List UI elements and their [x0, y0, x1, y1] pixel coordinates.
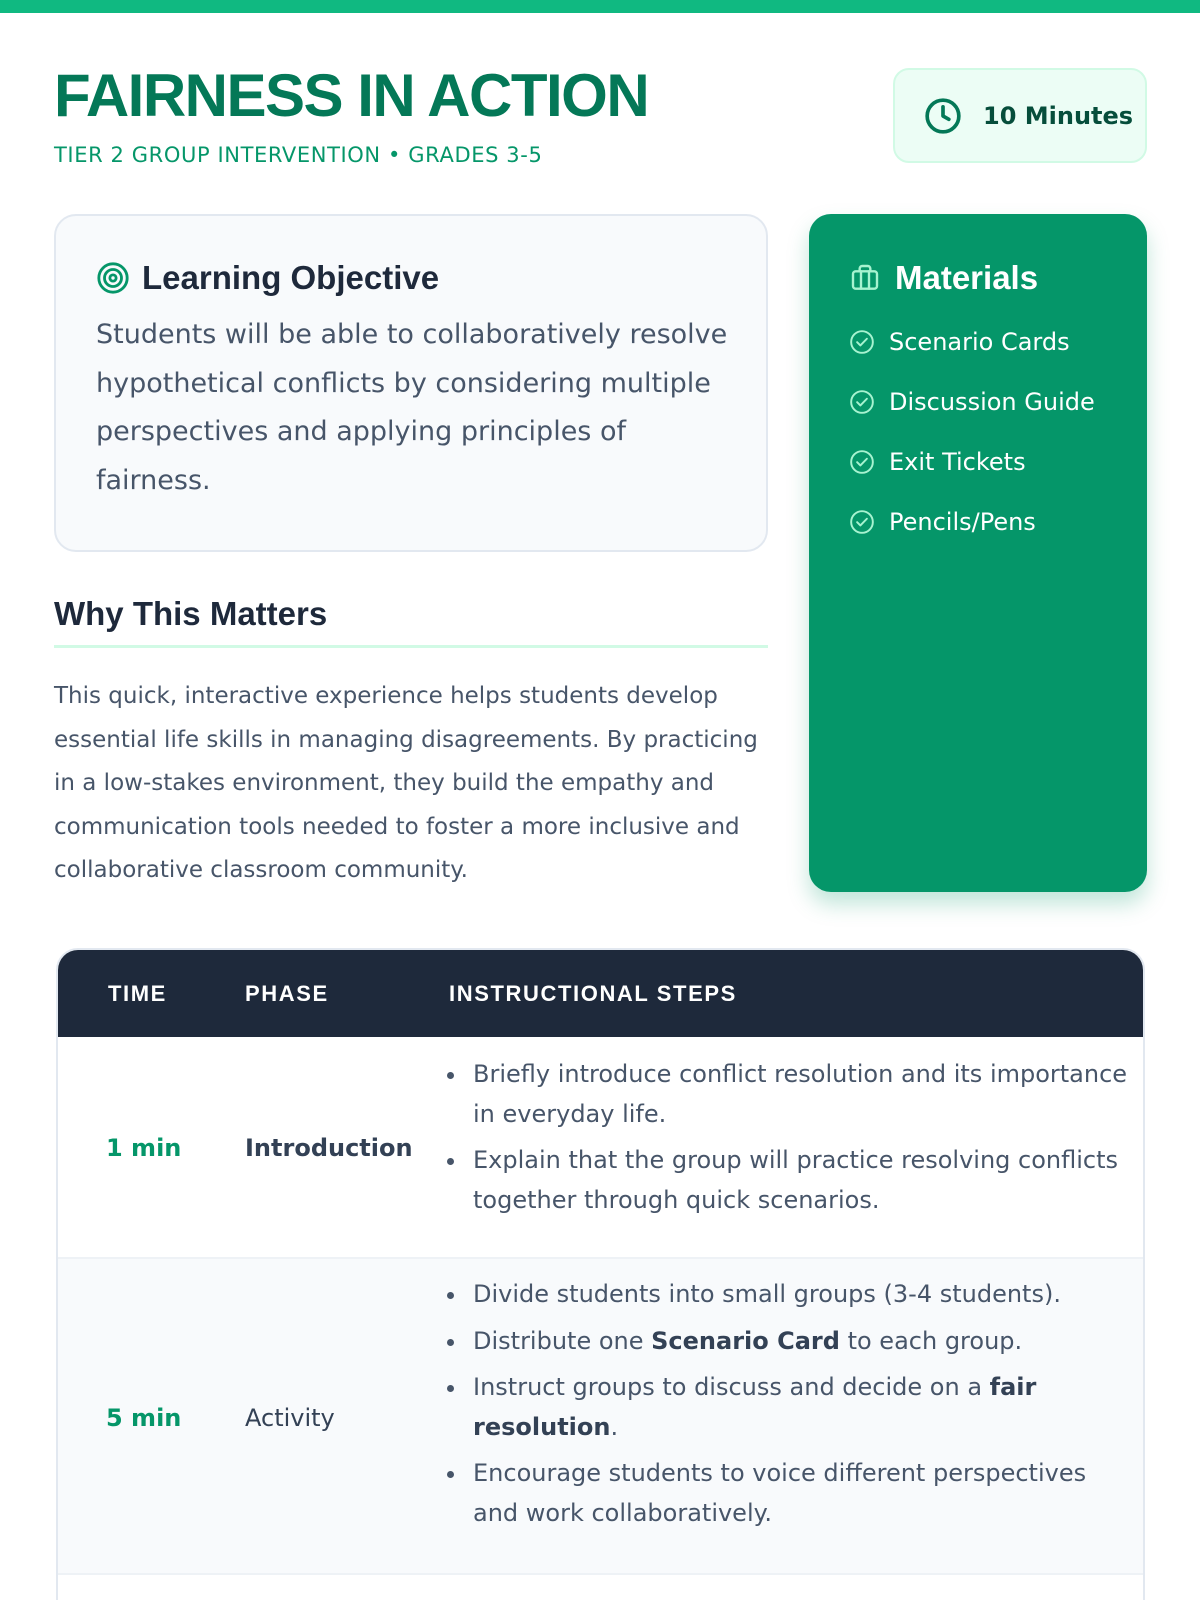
step-text: Divide students into small groups (3-4 students). — [473, 1280, 1061, 1308]
instructional-step — [473, 1454, 1133, 1533]
why-this-matters-title: Why This Matters — [54, 595, 328, 632]
duration-label: 10 Minutes — [983, 101, 1134, 130]
learning-objective-header — [96, 258, 726, 298]
duration-badge — [893, 68, 1147, 163]
section-divider — [54, 645, 768, 648]
step-text: Instruct groups to discuss and decide on a — [473, 1373, 990, 1401]
instructional-steps-list — [473, 1055, 1133, 1227]
materials-item-label: Discussion Guide — [889, 388, 1095, 416]
target-icon — [96, 261, 130, 295]
step-text: Encourage students to voice different perspectives and work collaboratively. — [473, 1459, 1087, 1527]
table-row — [58, 1037, 1143, 1259]
page-title: FAIRNESS IN ACTION — [54, 62, 649, 129]
learning-objective-card — [54, 214, 768, 552]
column-header-time: TIME — [108, 981, 167, 1006]
materials-header — [849, 258, 1107, 298]
materials-item-label: Exit Tickets — [889, 448, 1026, 476]
check-circle-icon — [849, 509, 875, 535]
materials-item — [849, 492, 1107, 552]
materials-item-label: Pencils/Pens — [889, 508, 1036, 536]
table-body — [58, 1037, 1143, 1575]
instructional-step — [473, 1275, 1133, 1315]
step-text: Distribute one — [473, 1326, 652, 1355]
page-subtitle: TIER 2 GROUP INTERVENTION • GRADES 3-5 — [54, 143, 543, 167]
step-text: . — [610, 1412, 619, 1441]
check-circle-icon — [849, 329, 875, 355]
materials-item — [849, 312, 1107, 372]
cell-phase: Introduction — [245, 1134, 413, 1162]
why-this-matters-text: This quick, interactive experience helps students develop essential life skills in managing disagreements. By practicing in a low-stakes environment, they build the empathy and communication tools needed to foster a more inclusive and collaborative classroom community. — [54, 683, 758, 883]
step-text: Briefly introduce conflict resolution and its importance in everyday life. — [473, 1060, 1128, 1128]
instructional-step — [473, 1055, 1133, 1134]
lesson-plan-table — [56, 948, 1145, 1600]
step-text: to each group. — [839, 1326, 1023, 1355]
instructional-step — [473, 1141, 1133, 1220]
cell-time: 1 min — [106, 1134, 182, 1162]
materials-panel — [809, 214, 1147, 892]
table-row — [58, 1259, 1143, 1575]
cell-time: 5 min — [106, 1404, 182, 1432]
column-header-steps: INSTRUCTIONAL STEPS — [449, 981, 737, 1006]
learning-objective-text: Students will be able to collaboratively resolve hypothetical conflicts by considering multiple perspectives and applying principles of fairness. — [96, 319, 728, 496]
cell-phase: Activity — [245, 1404, 335, 1432]
step-emphasis: Scenario Card — [651, 1326, 840, 1355]
clock-icon — [923, 96, 963, 136]
step-text: Explain that the group will practice resolving conflicts together through quick scenarios. — [473, 1146, 1119, 1214]
check-circle-icon — [849, 449, 875, 475]
instructional-step — [473, 1322, 1133, 1362]
materials-list — [849, 312, 1107, 552]
materials-item-label: Scenario Cards — [889, 328, 1070, 356]
materials-item — [849, 372, 1107, 432]
step-emphasis: fair resolution — [473, 1373, 1037, 1441]
column-header-phase: PHASE — [245, 981, 329, 1006]
table-header — [58, 950, 1143, 1037]
materials-item — [849, 432, 1107, 492]
briefcase-icon — [849, 262, 881, 294]
check-circle-icon — [849, 389, 875, 415]
instructional-step — [473, 1368, 1133, 1447]
instructional-steps-list — [473, 1275, 1133, 1540]
top-accent-bar — [0, 0, 1200, 13]
learning-objective-title: Learning Objective — [142, 259, 440, 296]
materials-title: Materials — [895, 259, 1039, 296]
